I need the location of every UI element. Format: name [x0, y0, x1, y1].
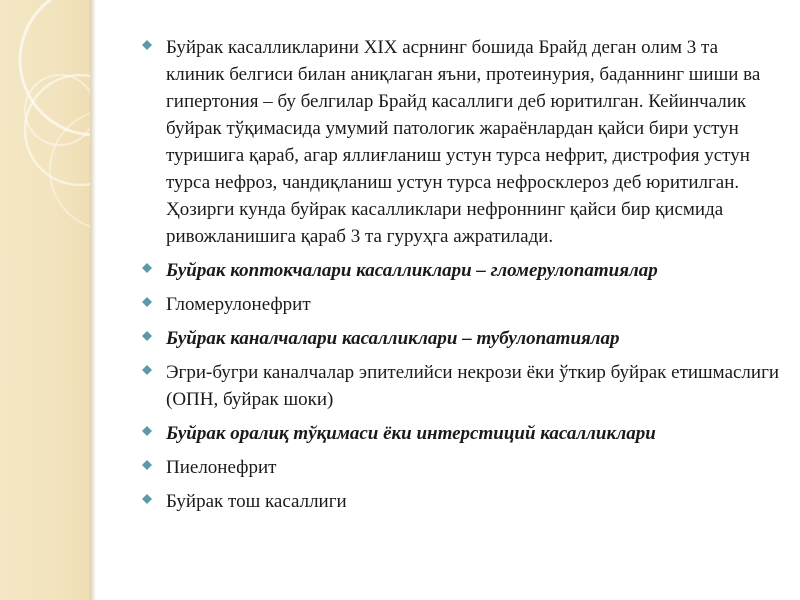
teal-diamond-bullet-icon [142, 365, 152, 375]
teal-diamond-bullet-icon [142, 426, 152, 436]
list-item-text: Эгри-бугри каналчалар эпителийси некрози ёки ўткир буйрак етишмаслиги (ОПН, буйрак шоки) [166, 362, 780, 410]
section-heading: Буйрак коптокчалари касалликлари – гломерулопатиялар [166, 260, 658, 281]
bullet-list [140, 34, 780, 515]
teal-diamond-bullet-icon [142, 263, 152, 273]
panel-shadow [90, 0, 96, 600]
teal-diamond-bullet-icon [142, 40, 152, 50]
list-item [140, 420, 780, 447]
list-item [140, 325, 780, 352]
section-heading: Буйрак каналчалари касалликлари – тубулопатиялар [166, 328, 620, 349]
section-heading: Буйрак оралиқ тўқимаси ёки интерстиций касалликлари [166, 423, 656, 444]
decorative-swirl [0, 0, 90, 600]
list-item-text: Буйрак тош касаллиги [166, 491, 347, 512]
list-item-text: Пиелонефрит [166, 457, 277, 478]
list-item [140, 488, 780, 515]
list-item [140, 291, 780, 318]
list-item [140, 359, 780, 413]
teal-diamond-bullet-icon [142, 494, 152, 504]
teal-diamond-bullet-icon [142, 331, 152, 341]
teal-diamond-bullet-icon [142, 297, 152, 307]
list-item [140, 454, 780, 481]
decorative-side-panel [0, 0, 90, 600]
paragraph-text: Буйрак касалликларини XIX асрнинг бошида Брайд деган олим 3 та клиник белгиси билан аниқлаган яъни, протеинурия, баданнинг шиши ва гипертония – бу белгилар Брайд касаллиги деб юритилган. Кейинчалик буйрак тўқимасида умумий патологик жараёнлардан қайси бири устун туришига қараб, агар яллиғланиш устун турса нефрит, дистрофия устун турса нефроз, чандиқланиш устун турса нефросклероз деб юритилган. Ҳозирги кунда буйрак касалликлари нефроннинг қайси бир қисмида ривожланишига қараб 3 та гуруҳга ажратилади. [166, 37, 761, 247]
list-item-text: Гломерулонефрит [166, 294, 311, 315]
list-item [140, 257, 780, 284]
slide-content [140, 34, 780, 522]
teal-diamond-bullet-icon [142, 460, 152, 470]
list-item [140, 34, 780, 250]
